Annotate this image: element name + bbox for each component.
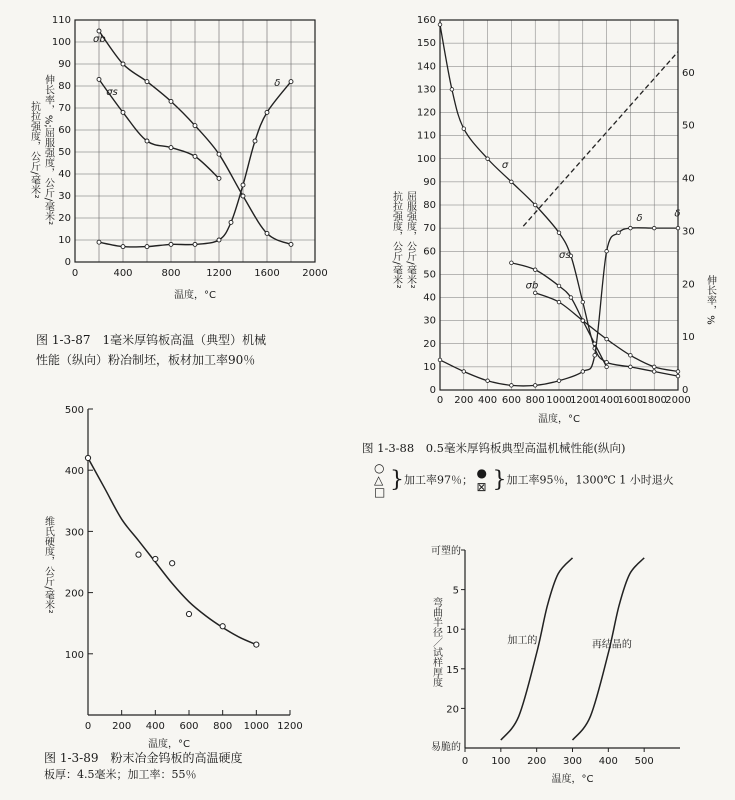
x-axis-label: 温度，°C xyxy=(148,739,190,750)
y-tick-label: 40 xyxy=(58,169,71,180)
y-tick-label: 200 xyxy=(64,588,84,600)
x-tick-label: 100 xyxy=(491,756,511,767)
y-tick-label: 70 xyxy=(423,223,436,235)
data-point xyxy=(617,231,621,235)
data-point xyxy=(557,300,561,304)
series-label-sigma-b: σb xyxy=(93,34,106,45)
data-point xyxy=(220,624,225,629)
data-point xyxy=(193,154,197,158)
data-point xyxy=(652,365,656,369)
data-point xyxy=(652,370,656,374)
x-tick-label: 1600 xyxy=(617,395,644,406)
legend-brace-b: } xyxy=(492,467,507,493)
data-point xyxy=(629,365,633,369)
data-point xyxy=(462,370,466,374)
legend-brace-a: } xyxy=(390,467,404,493)
data-point xyxy=(510,384,514,388)
y-tick-label: 70 xyxy=(58,103,71,114)
data-point xyxy=(510,180,514,184)
x-tick-label: 500 xyxy=(634,756,654,767)
x-tick-label: 200 xyxy=(454,395,474,406)
legend-symbols-a: ○ △ □ xyxy=(374,461,386,499)
x-tick-label: 2000 xyxy=(665,395,691,406)
y-tick-label: 80 xyxy=(58,81,71,92)
series-label-worked: 加工的 xyxy=(507,635,538,647)
y-tick-label: 150 xyxy=(416,38,436,50)
data-point xyxy=(97,77,101,81)
data-point xyxy=(169,146,173,150)
y-tick-label: 30 xyxy=(58,191,71,202)
data-point xyxy=(676,370,680,374)
y-tick-label: 20 xyxy=(58,213,71,224)
y-tick-label: 130 xyxy=(416,84,436,96)
data-point xyxy=(450,88,454,92)
data-point xyxy=(97,29,101,33)
x-axis-label: 温度，°C xyxy=(538,414,580,425)
top-label-ductile: 可塑的 xyxy=(431,546,461,557)
data-point xyxy=(581,319,585,323)
caption-fig-1-3-88: 图 1-3-88 0.5毫米厚钨板典型高温机械性能(纵向) xyxy=(362,441,626,455)
data-point xyxy=(557,231,561,235)
data-point xyxy=(169,99,173,103)
data-point xyxy=(652,226,656,230)
data-point xyxy=(145,80,149,84)
legend-fig-1-3-88 xyxy=(374,462,734,498)
data-point xyxy=(121,110,125,114)
data-point xyxy=(169,242,173,246)
data-point xyxy=(265,110,269,114)
data-point xyxy=(85,455,90,460)
legend-text-a: 加工率97％； xyxy=(404,473,473,487)
data-point xyxy=(629,354,633,358)
y-tick-label: 120 xyxy=(416,107,436,119)
data-point xyxy=(254,642,259,647)
data-point xyxy=(193,242,197,246)
data-point xyxy=(533,203,537,207)
y-tick-label: 100 xyxy=(64,649,84,661)
data-point xyxy=(533,291,537,295)
caption-line-2: 性能（纵向）粉冶制坯，板材加工率90％ xyxy=(36,353,256,367)
x-tick-label: 1200 xyxy=(277,721,303,732)
x-tick-label: 2000 xyxy=(302,268,328,279)
data-point xyxy=(217,176,221,180)
data-point xyxy=(629,226,633,230)
y-tick-label: 15 xyxy=(446,664,459,676)
y-tick-label: 110 xyxy=(51,15,71,26)
legend-symbols-b: ● ⊠ xyxy=(476,466,487,494)
data-point xyxy=(557,379,561,383)
y2-tick-label: 10 xyxy=(682,332,695,344)
x-tick-label: 1000 xyxy=(546,395,572,406)
data-point xyxy=(289,242,293,246)
x-tick-label: 1200 xyxy=(206,268,232,279)
series-line-0 xyxy=(501,558,573,740)
x-tick-label: 1200 xyxy=(570,395,596,406)
series-label-delta: δ xyxy=(636,213,643,225)
data-point xyxy=(557,284,561,288)
x-tick-label: 1000 xyxy=(243,721,270,732)
data-point xyxy=(438,358,442,362)
series-line-4 xyxy=(523,52,681,226)
x-tick-label: 1400 xyxy=(593,395,620,406)
x-tick-label: 600 xyxy=(179,721,199,732)
data-point xyxy=(170,561,175,566)
data-point xyxy=(605,337,609,341)
y-tick-label: 0 xyxy=(429,385,436,396)
series-label-recrystallized: 再结晶的 xyxy=(591,639,632,651)
y-tick-label: 80 xyxy=(423,200,436,211)
data-point xyxy=(593,354,597,358)
y-tick-label: 60 xyxy=(423,246,436,258)
caption-subtitle: 板厚：4.5毫米；加工率：55％ xyxy=(44,768,197,781)
data-point xyxy=(605,249,609,253)
series-label-sigma-s: σs xyxy=(559,250,571,262)
y-tick-label: 0 xyxy=(64,257,71,268)
series-label-sigma-s: σs xyxy=(106,86,118,98)
y-tick-label: 40 xyxy=(423,292,436,304)
data-point xyxy=(121,245,125,249)
x-tick-label: 400 xyxy=(145,721,165,732)
y-axis-label: 抗拉强度，公斤/毫米² xyxy=(390,191,402,289)
x-tick-label: 0 xyxy=(84,721,92,732)
y-tick-label: 400 xyxy=(64,466,84,478)
x-tick-label: 300 xyxy=(562,756,583,767)
data-point xyxy=(253,139,257,143)
data-point xyxy=(569,296,573,300)
y2-tick-label: 30 xyxy=(682,226,695,238)
y-tick-label: 90 xyxy=(58,59,71,70)
data-point xyxy=(486,379,490,383)
y-tick-label: 110 xyxy=(416,130,436,142)
series-label-delta: δ xyxy=(274,78,281,89)
data-point xyxy=(97,240,101,244)
caption-title: 图 1-3-89 粉末冶金钨板的高温硬度 xyxy=(44,751,243,765)
data-point xyxy=(486,157,490,161)
x-tick-label: 200 xyxy=(527,756,547,767)
chart-fig-1-3-87 xyxy=(0,0,360,330)
caption-line-1: 图 1-3-87 1毫米厚钨板高温（典型）机械 xyxy=(36,333,267,347)
y-axis-label-secondary: 屈服强度，公斤/毫米² xyxy=(404,191,416,289)
y2-axis-label: 伸长率，% xyxy=(704,275,716,325)
y-tick-label: 100 xyxy=(416,153,436,165)
y-tick-label: 300 xyxy=(64,527,84,539)
x-axis-label: 温度，°C xyxy=(174,290,216,301)
data-point xyxy=(289,80,293,84)
x-tick-label: 400 xyxy=(598,756,618,767)
data-point xyxy=(462,127,466,131)
data-point xyxy=(533,268,537,272)
x-tick-label: 0 xyxy=(461,756,469,767)
y-tick-label: 5 xyxy=(452,585,459,597)
y-tick-label: 60 xyxy=(58,125,71,136)
x-tick-label: 1600 xyxy=(254,268,280,279)
series-label-sigma: σ xyxy=(501,160,509,171)
data-point xyxy=(121,62,125,66)
data-point xyxy=(145,139,149,143)
y-axis-label: 弯曲半径／试样厚度 xyxy=(430,597,442,687)
y2-tick-label: 60 xyxy=(682,67,695,79)
x-tick-label: 0 xyxy=(436,395,444,406)
y2-tick-label: 0 xyxy=(682,385,689,396)
x-tick-label: 1800 xyxy=(641,395,667,406)
x-tick-label: 400 xyxy=(113,268,133,279)
x-tick-label: 800 xyxy=(161,268,181,279)
x-axis-label: 温度，°C xyxy=(551,774,594,785)
y-tick-label: 10 xyxy=(423,361,436,373)
x-tick-label: 800 xyxy=(213,721,233,732)
x-tick-label: 600 xyxy=(501,395,521,406)
legend-text-b: 加工率95％，1300℃ 1 小时退火 xyxy=(506,473,674,487)
data-point xyxy=(676,374,680,378)
y2-tick-label: 50 xyxy=(682,120,695,132)
data-point xyxy=(145,245,149,249)
y-tick-label: 30 xyxy=(423,315,436,327)
y-axis-label: 抗拉强度，公斤/毫米² xyxy=(28,101,40,199)
bottom-label-brittle: 易脆的 xyxy=(431,742,461,753)
data-point xyxy=(581,370,585,374)
chart-fig-1-3-89 xyxy=(0,395,310,750)
y-axis-label: 维氏硬度，公斤/毫米² xyxy=(42,516,54,614)
data-point xyxy=(510,261,514,265)
data-point xyxy=(186,611,191,616)
y-axis-label-secondary: 伸长率，%;屈服强度，公斤/毫米² xyxy=(42,74,54,226)
y-tick-label: 90 xyxy=(423,176,436,188)
series-label-sigma-b: σb xyxy=(525,280,539,292)
data-point xyxy=(581,300,585,304)
y-tick-label: 160 xyxy=(416,15,436,26)
data-point xyxy=(605,365,609,369)
x-tick-label: 0 xyxy=(71,268,79,279)
series-label-delta-dashed: δ xyxy=(674,208,681,220)
y-tick-label: 10 xyxy=(58,235,71,246)
y-tick-label: 50 xyxy=(423,269,436,281)
hardness-curve xyxy=(88,458,256,645)
y-tick-label: 10 xyxy=(446,625,459,637)
chart-fig-1-3-88 xyxy=(360,0,735,430)
data-point xyxy=(265,231,269,235)
y2-tick-label: 20 xyxy=(682,279,695,291)
x-tick-label: 800 xyxy=(525,395,545,406)
y-tick-label: 500 xyxy=(64,405,84,416)
data-point xyxy=(193,124,197,128)
data-point xyxy=(676,226,680,230)
x-tick-label: 200 xyxy=(112,721,132,732)
data-point xyxy=(229,220,233,224)
data-point xyxy=(241,194,245,198)
data-point xyxy=(217,238,221,242)
y-tick-label: 20 xyxy=(446,704,459,716)
data-point xyxy=(241,183,245,187)
data-point xyxy=(438,23,442,27)
data-point xyxy=(153,556,158,561)
y-tick-label: 50 xyxy=(58,147,71,158)
caption-fig-1-3-87 xyxy=(36,330,346,370)
chart-bend-ductility xyxy=(400,530,700,790)
data-point xyxy=(136,552,141,557)
y-tick-label: 100 xyxy=(51,37,71,48)
data-point xyxy=(533,384,537,388)
x-tick-label: 400 xyxy=(478,395,498,406)
caption-fig-1-3-89 xyxy=(44,748,344,782)
data-point xyxy=(217,152,221,156)
y-tick-label: 140 xyxy=(416,61,436,73)
y-tick-label: 20 xyxy=(423,338,436,350)
y2-tick-label: 40 xyxy=(682,173,695,185)
